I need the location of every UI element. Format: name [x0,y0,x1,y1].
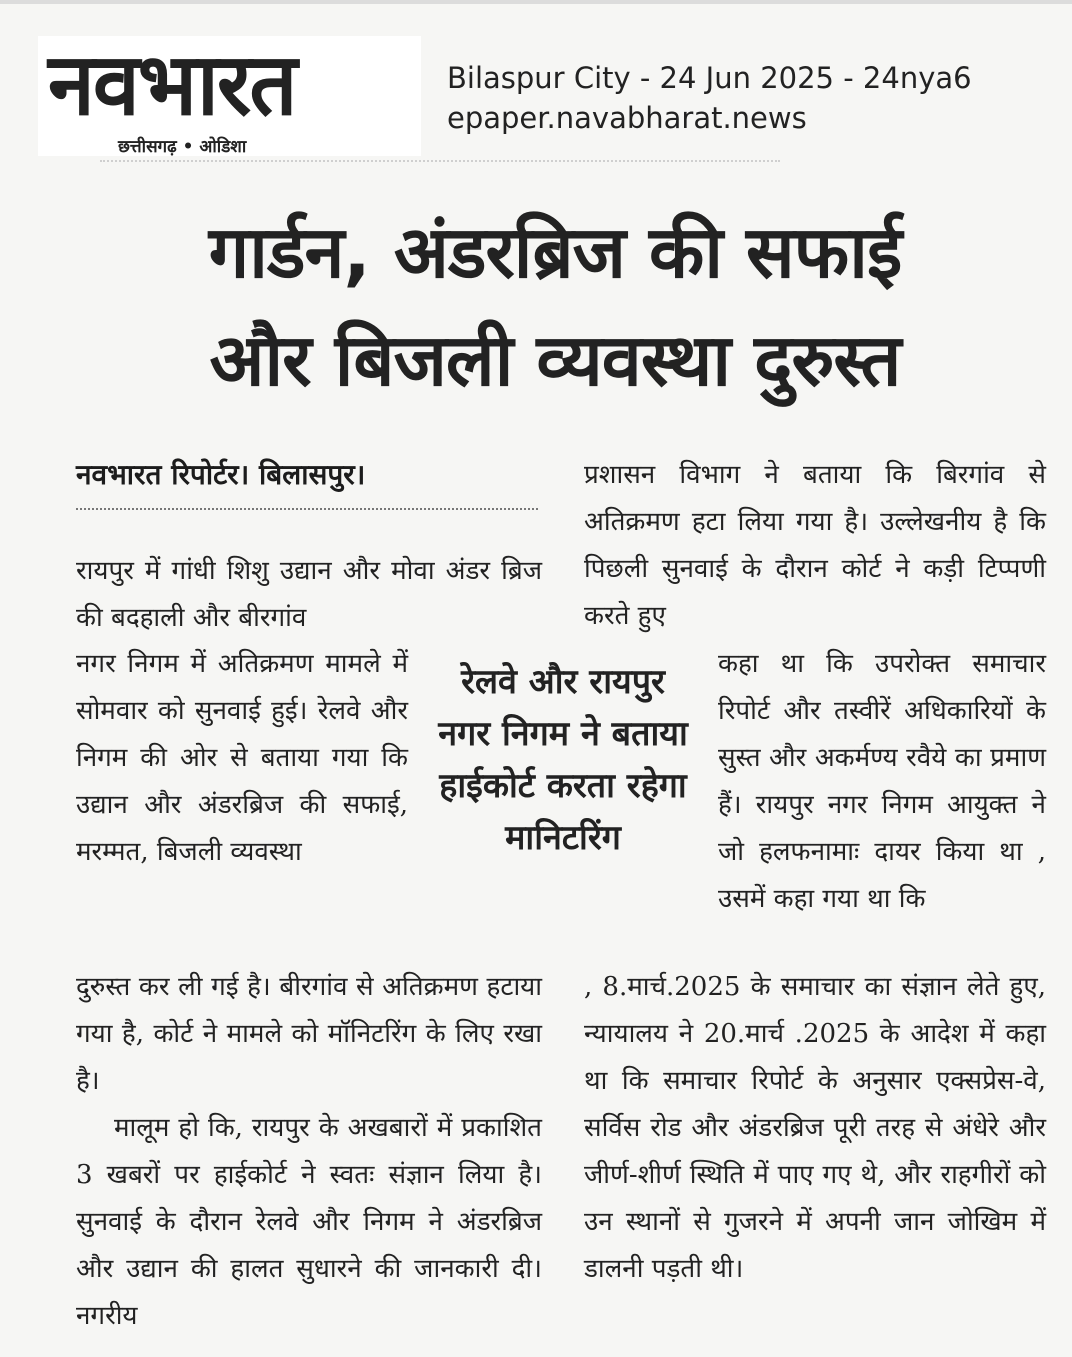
article-headline [60,198,1050,414]
epaper-url: epaper.navabharat.news [447,101,807,135]
headline-line-2: और बिजली व्यवस्था दुरुस्त [209,318,901,402]
body-right-bottom: , 8.मार्च.2025 के समाचार का संज्ञान लेते हुए, न्यायालय ने 20.मार्च .2025 के आदेश में कहा था कि समाचार रिपोर्ट के अनुसार एक्सप्रेस-वे, सर्विस रोड और अंडरब्रिज पूरी तरह से अंधेरे और जीर्ण-शीर्ण स्थिति में पाए गए थे, और राहगीरों को उन स्थानों से गुजरने में अपनी जान जोखिम में डालनी पड़ती थी। [584,972,1046,1284]
edition-info [447,58,1047,138]
body-right-middle: कहा था कि उपरोक्त समाचार रिपोर्ट और तस्वीरें अधिकारियों के सुस्त और अकर्मण्य रवैये का प्रमाण हैं। रायपुर नगर निगम आयुक्त ने जो हलफनामाः दायर किया था , उसमें कहा गया था कि [718,649,1046,914]
newspaper-logo: नवभारत [48,35,296,135]
body-left-bottom [76,964,542,1340]
newspaper-masthead [38,36,421,156]
body-left-middle: नगर निगम में अतिक्रमण मामले में सोमवार को सुनवाई हुई। रेलवे और निगम की ओर से बताया गया कि उद्यान और अंडरब्रिज की सफाई, मरम्मत, बिजली व्यवस्था [76,649,408,867]
divider [100,160,780,164]
pull-quote: रेलवे और रायपुर नगर निगम ने बताया हाईकोर्ट करता रहेगा मानिटरिंग [438,662,688,858]
logo-regions: छत्तीसगढ़ • ओडिशा [118,137,247,157]
edition-date-line: Bilaspur City - 24 Jun 2025 - 24nya6 [447,61,972,95]
body-right-top: प्रशासन विभाग ने बताया कि बिरगांव से अतिक्रमण हटा लिया गया है। उल्लेखनीय है कि पिछली सुनवाई के दौरान कोर्ट ने कड़ी टिप्पणी करते हुए [584,460,1046,631]
body-left-top: रायपुर में गांधी शिशु उद्यान और मोवा अंडर ब्रिज की बदहाली और बीरगांव [76,556,542,633]
body-paragraph: मालूम हो कि, रायपुर के अखबारों में प्रकाशित 3 खबरों पर हाईकोर्ट ने स्वतः संज्ञान लिया है। सुनवाई के दौरान रेलवे और निगम ने अंडरब्रिज और उद्यान की हालत सुधारने की जानकारी दी। नगरीय [76,1113,542,1331]
body-paragraph: दुरुस्त कर ली गई है। बीरगांव से अतिक्रमण हटाया गया है, कोर्ट ने मामले को मॉनिटरिंग के लिए रखा है। [76,972,542,1096]
byline-divider [76,508,538,510]
article-byline: नवभारत रिपोर्टर। बिलासपुर। [76,458,366,491]
headline-line-1: गार्डन, अंडरब्रिज की सफाई [208,210,902,294]
top-border [0,0,1072,4]
